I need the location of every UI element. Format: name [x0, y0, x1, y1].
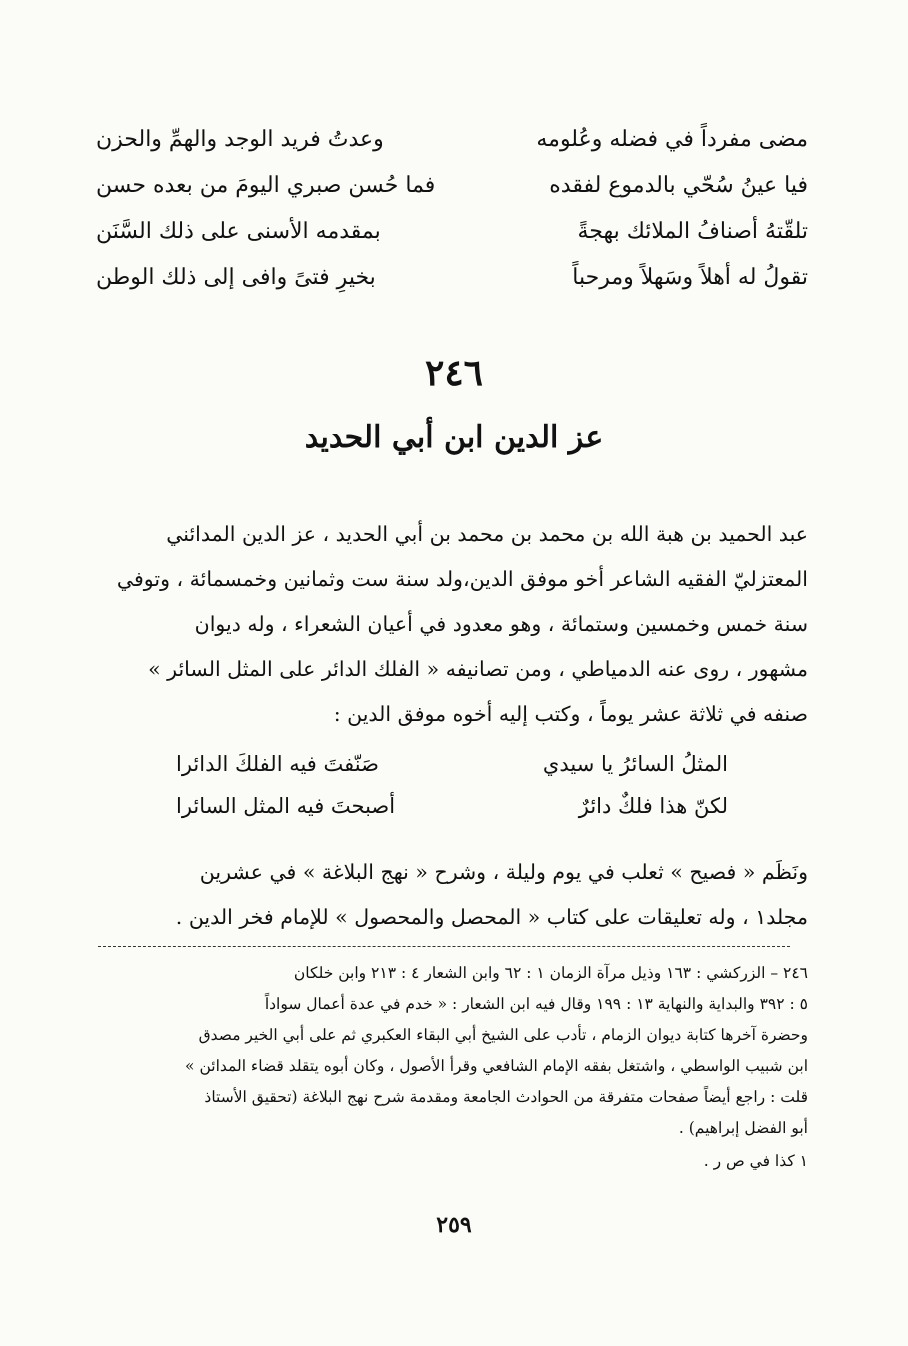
page-number: ٢٥٩: [436, 1212, 472, 1238]
biography-line: مشهور ، روى عنه الدمياطي ، ومن تصانيفه « الفلك الدائر على المثل السائر »: [148, 657, 808, 681]
poem-verse: [176, 750, 728, 778]
footnote-line: ٥ : ٣٩٢ والبداية والنهاية ١٣ : ١٩٩ وقال فيه ابن الشعار : « خدم في عدة أعمال سواداً: [264, 995, 808, 1013]
verse-left-hemistich: وعدتُ فريد الوجد والهمِّ والحزن: [96, 127, 384, 152]
verse-line: [96, 126, 808, 154]
poem-left-hemistich: صَنّفتَ فيه الفلكَ الدائرا: [176, 752, 379, 776]
verse-left-hemistich: بخيرِ فتىً وافى إلى ذلك الوطن: [96, 265, 376, 290]
footnote-line: ١ كذا في ص ر .: [703, 1152, 808, 1170]
footnote-divider: [98, 946, 790, 947]
verse-right-hemistich: فيا عينُ سُحّي بالدموع لفقده: [549, 173, 808, 198]
entry-number: ٢٤٦: [424, 352, 483, 394]
biography-line: مجلد١ ، وله تعليقات على كتاب « المحصل والمحصول » للإمام فخر الدين .: [175, 905, 808, 929]
poem-verse: [176, 792, 728, 820]
footnote-line: وحضرة آخرها كتابة ديوان الزمام ، تأدب على الشيخ أبي البقاء العكبري ثم على أبي الخير مصدق: [198, 1026, 808, 1044]
poem-right-hemistich: المثلُ السائرُ يا سيدي: [542, 752, 728, 776]
entry-title: عز الدين ابن أبي الحديد: [304, 420, 604, 455]
verse-right-hemistich: تقولُ له أهلاً وسَهلاً ومرحباً: [572, 265, 808, 290]
poem-left-hemistich: أصبحتَ فيه المثل السائرا: [176, 794, 396, 818]
verse-left-hemistich: بمقدمه الأسنى على ذلك السَّنَن: [96, 219, 381, 244]
biography-line: ونَظَم « فصيح » ثعلب في يوم وليلة ، وشرح « نهج البلاغة » في عشرين: [199, 860, 808, 884]
poem-right-hemistich: لكنّ هذا فلكٌ دائرٌ: [578, 794, 728, 818]
footnote-line: أبو الفضل إبراهيم) .: [678, 1119, 808, 1137]
biography-line: سنة خمس وخمسين وستمائة ، وهو معدود في أعيان الشعراء ، وله ديوان: [194, 612, 808, 636]
verse-right-hemistich: مضى مفرداً في فضله وعُلومه: [536, 127, 808, 152]
verse-line: [96, 264, 808, 292]
biography-line: المعتزليّ الفقيه الشاعر أخو موفق الدين،ولد سنة ست وثمانين وخمسمائة ، وتوفي: [116, 567, 808, 591]
footnote-line: ٢٤٦ – الزركشي : ١٦٣ وذيل مرآة الزمان ١ : ٦٢ وابن الشعار ٤ : ٢١٣ وابن خلكان: [293, 964, 808, 982]
verse-right-hemistich: تلقّتهُ أصنافُ الملائك بهجةً: [577, 219, 808, 244]
biography-line: صنفه في ثلاثة عشر يوماً ، وكتب إليه أخوه موفق الدين :: [333, 702, 808, 726]
verse-left-hemistich: فما حُسن صبري اليومَ من بعده حسن: [96, 173, 436, 198]
verse-line: [96, 172, 808, 200]
verse-line: [96, 218, 808, 246]
biography-line: عبد الحميد بن هبة الله بن محمد بن محمد بن أبي الحديد ، عز الدين المدائني: [166, 522, 808, 546]
footnote-line: قلت : راجع أيضاً صفحات متفرقة من الحوادث الجامعة ومقدمة شرح نهج البلاغة (تحقيق الأستاذ: [204, 1088, 808, 1106]
footnote-line: ابن شبيب الواسطي ، واشتغل بفقه الإمام الشافعي وقرأ الأصول ، وكان أبوه يتقلد قضاء المدائن »: [185, 1057, 808, 1075]
